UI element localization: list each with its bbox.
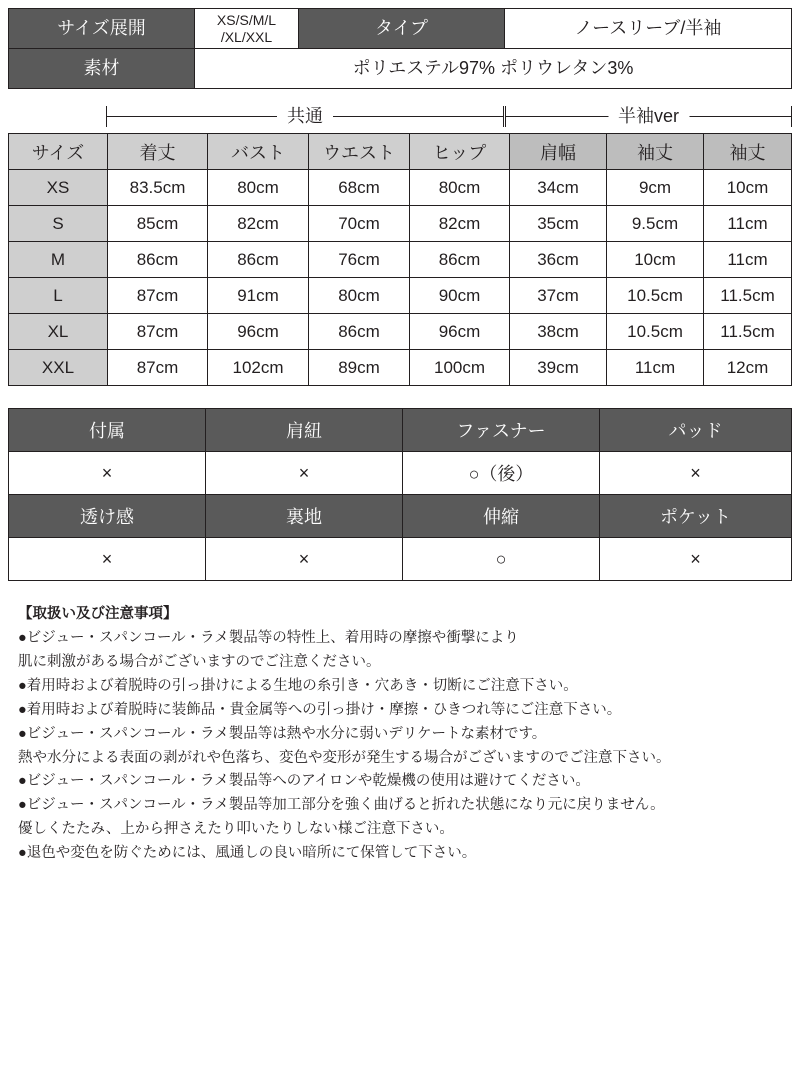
care-note-line: 熱や水分による表面の剥がれや色落ち、変色や変形が発生する場合がございますのでご注意下さい。 [18,749,671,766]
size-cell: 10cm [704,170,792,206]
bracket-common [106,99,504,133]
size-cell: 86cm [410,242,510,278]
size-header-3: ウエスト [309,134,410,170]
size-cell: 39cm [510,350,607,386]
table-row [9,170,792,206]
detail-value-row [9,538,792,581]
detail-header-zipper: ファスナー [403,409,600,452]
size-cell: 36cm [510,242,607,278]
care-note-line: ●退色や変色を防ぐためには、風通しの良い暗所にて保管して下さい。 [18,845,477,862]
size-cell: 86cm [208,242,309,278]
size-cell: 83.5cm [108,170,208,206]
size-cell: 11.5cm [704,278,792,314]
size-cell: 76cm [309,242,410,278]
bracket-short-sleeve [505,99,792,133]
size-cell: 96cm [410,314,510,350]
bracket-label-short-sleeve: 半袖ver [608,99,689,133]
spec-table [8,8,792,89]
size-cell: S [9,206,108,242]
size-cell: 11.5cm [704,314,792,350]
care-note-line: 優しくたたみ、上から押さえたり叩いたりしない様ご注意下さい。 [18,821,454,838]
size-cell: 91cm [208,278,309,314]
size-cell: 70cm [309,206,410,242]
care-note-line: ●着用時および着脱時に装飾品・貴金属等への引っ掛け・摩擦・ひきつれ等にご注意下さい。 [18,701,622,718]
detail-header-accessory: 付属 [9,409,206,452]
size-cell: 11cm [704,242,792,278]
care-note-line: 肌に刺激がある場合がございますのでご注意ください。 [18,653,381,670]
detail-header-row [9,495,792,538]
spec-label-type: タイプ [299,9,505,49]
detail-header-shoulder-strap: 肩紐 [206,409,403,452]
size-cell: 82cm [410,206,510,242]
detail-header-pocket: ポケット [600,495,792,538]
care-notes [8,603,792,866]
size-cell: 9cm [607,170,704,206]
detail-value-lining: × [206,538,403,581]
size-cell: 89cm [309,350,410,386]
size-cell: 34cm [510,170,607,206]
size-cell: 80cm [208,170,309,206]
size-cell: 11cm [607,350,704,386]
detail-header-lining: 裏地 [206,495,403,538]
care-notes-title: 【取扱い及び注意事項】 [18,606,178,622]
spec-row [9,9,792,49]
detail-value-shoulder-strap: × [206,452,403,495]
size-cell: L [9,278,108,314]
size-cell: XL [9,314,108,350]
detail-table [8,408,792,581]
size-cell: 11cm [704,206,792,242]
size-cell: 86cm [108,242,208,278]
bracket-row [8,99,792,133]
size-cell: 35cm [510,206,607,242]
detail-value-sheerness: × [9,538,206,581]
size-cell: 86cm [309,314,410,350]
detail-header-sheerness: 透け感 [9,495,206,538]
spec-label-size-range: サイズ展開 [9,9,195,49]
care-note-line: ●着用時および着脱時の引っ掛けによる生地の糸引き・穴あき・切断にご注意下さい。 [18,677,578,694]
table-row [9,350,792,386]
detail-value-pocket: × [600,538,792,581]
size-cell: 102cm [208,350,309,386]
size-table-header-row [9,134,792,170]
size-cell: 96cm [208,314,309,350]
bracket-cap-left [505,106,506,127]
size-cell: 37cm [510,278,607,314]
care-note-line: ●ビジュー・スパンコール・ラメ製品等へのアイロンや乾燥機の使用は避けてください。 [18,773,590,790]
detail-header-stretch: 伸縮 [403,495,600,538]
table-row [9,314,792,350]
detail-header-pad: パッド [600,409,792,452]
table-row [9,242,792,278]
size-cell: 10.5cm [607,314,704,350]
size-header-4: ヒップ [410,134,510,170]
table-row [9,278,792,314]
spec-value-type: ノースリーブ/半袖 [505,9,792,49]
spec-label-material: 素材 [9,49,195,89]
detail-value-pad: × [600,452,792,495]
size-cell: 85cm [108,206,208,242]
care-note-line: ●ビジュー・スパンコール・ラメ製品等は熱や水分に弱いデリケートな素材です。 [18,725,547,742]
detail-value-accessory: × [9,452,206,495]
size-cell: 9.5cm [607,206,704,242]
size-header-5: 肩幅 [510,134,607,170]
size-table [8,133,792,386]
size-header-2: バスト [208,134,309,170]
size-cell: 80cm [410,170,510,206]
size-header-1: 着丈 [108,134,208,170]
detail-header-row [9,409,792,452]
size-header-0: サイズ [9,134,108,170]
size-cell: 82cm [208,206,309,242]
size-cell: 68cm [309,170,410,206]
size-cell: 90cm [410,278,510,314]
detail-value-row [9,452,792,495]
spec-value-size-range: XS/S/M/L /XL/XXL [195,9,299,49]
detail-value-stretch: ○ [403,538,600,581]
size-header-7: 袖丈 [704,134,792,170]
size-cell: M [9,242,108,278]
care-note-line: ●ビジュー・スパンコール・ラメ製品等加工部分を強く曲げると折れた状態になり元に戻りません。 [18,797,665,814]
spec-row [9,49,792,89]
table-row [9,206,792,242]
size-cell: 12cm [704,350,792,386]
care-note-line: ●ビジュー・スパンコール・ラメ製品等の特性上、着用時の摩擦や衝撃により [18,629,519,646]
size-cell: XXL [9,350,108,386]
detail-value-zipper: ○（後） [403,452,600,495]
size-cell: 87cm [108,350,208,386]
bracket-cap-right [791,106,792,127]
bracket-label-common: 共通 [277,99,333,133]
bracket-cap-right [503,106,504,127]
size-cell: XS [9,170,108,206]
size-cell: 87cm [108,314,208,350]
size-cell: 80cm [309,278,410,314]
bracket-cap-left [106,106,107,127]
size-cell: 87cm [108,278,208,314]
size-header-6: 袖丈 [607,134,704,170]
size-cell: 38cm [510,314,607,350]
size-cell: 100cm [410,350,510,386]
size-cell: 10cm [607,242,704,278]
spec-value-material: ポリエステル97% ポリウレタン3% [195,49,792,89]
size-cell: 10.5cm [607,278,704,314]
